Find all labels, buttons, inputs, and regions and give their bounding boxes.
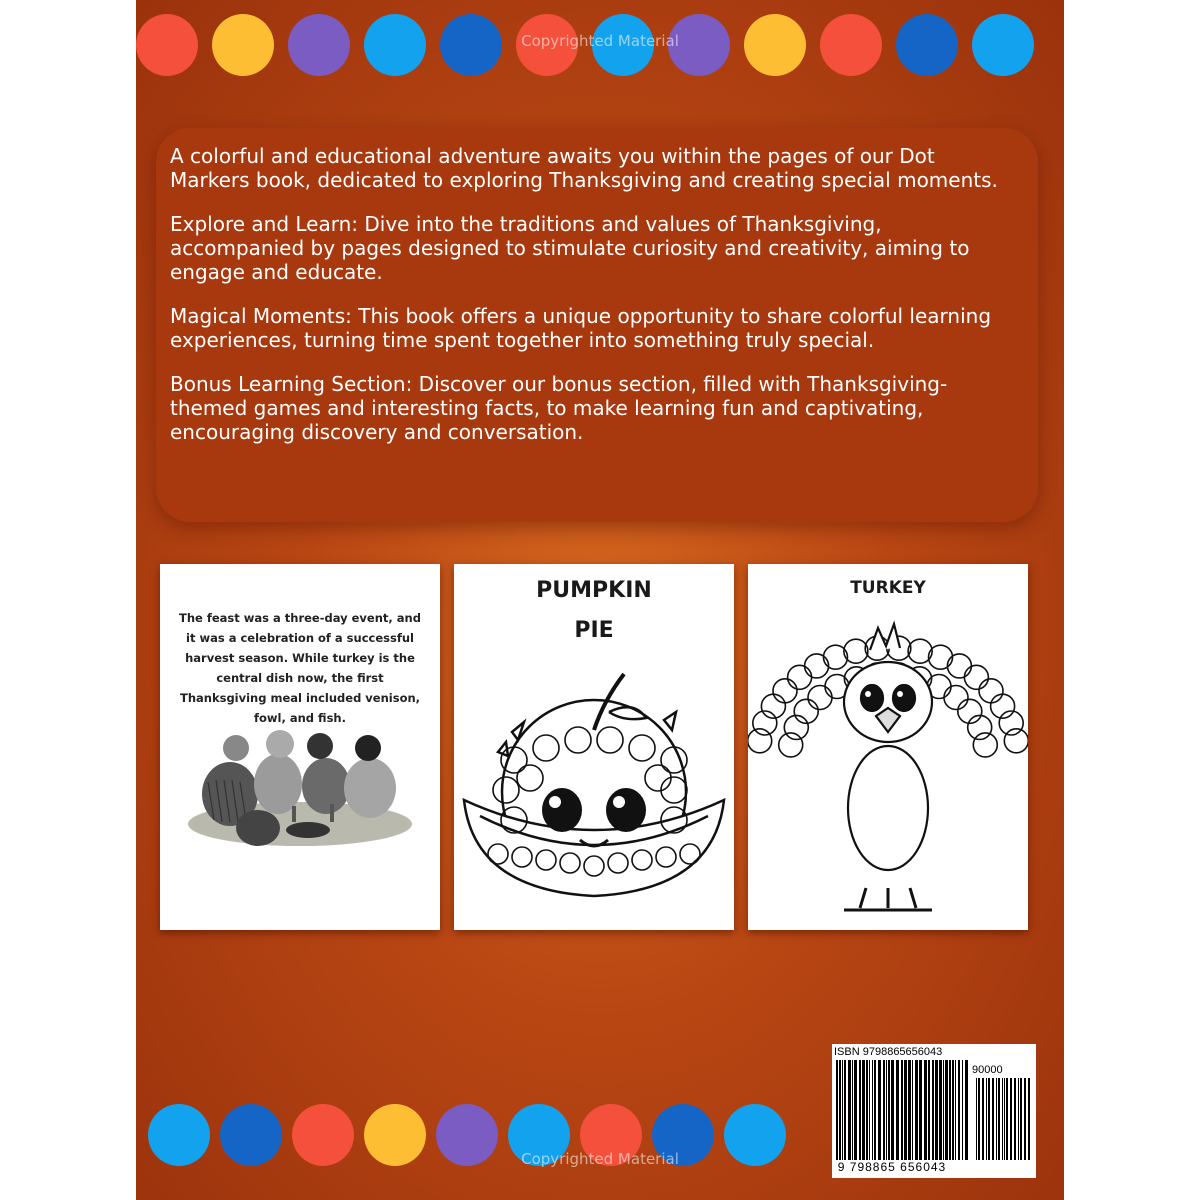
price-code: 90000 (972, 1064, 1003, 1076)
description-intro: A colorful and educational adventure awaits you within the pages of our Dot Markers book, dedicated to exploring Thanksgiving and creating special moments. (170, 144, 998, 192)
description-bonus: Bonus Learning Section: Discover our bonus section, filled with Thanksgiving-themed games and interesting facts, to make learning fun and captivating, encouraging discovery and conversation. (170, 372, 948, 444)
description-panel (156, 128, 1038, 522)
pie-title-line2: PIE (574, 618, 614, 643)
pie-title-line1: PUMPKIN (536, 578, 652, 603)
sample-page-turkey (748, 564, 1028, 930)
family-feast-illustration (180, 724, 420, 854)
description-explore: Explore and Learn: Dive into the traditions and values of Thanksgiving, accompanied by pages designed to stimulate curiosity and creativity, aiming to engage and educate. (170, 212, 970, 284)
turkey-title: TURKEY (850, 578, 926, 598)
pumpkin-pie-drawing (454, 660, 734, 930)
turkey-drawing (748, 608, 1028, 930)
isbn-barcode (832, 1044, 1036, 1178)
barcode-digits: 9 798865 656043 (837, 1160, 947, 1174)
watermark-top: Copyrighted Material (521, 32, 679, 50)
sample-page-pumpkin-pie (454, 564, 734, 930)
book-back-cover (136, 0, 1064, 1200)
fact-text: The feast was a three-day event, and it was a celebration of a successful harvest season. While turkey is the central dish now, the first Thanksgiving meal included venison, fowl, and fish. (179, 611, 421, 725)
isbn-label: ISBN 9798865656043 (834, 1046, 943, 1058)
description-magical: Magical Moments: This book offers a unique opportunity to share colorful learning experiences, turning time spent together into something truly special. (170, 304, 992, 352)
sample-page-fact (160, 564, 440, 930)
barcode-bars (836, 1060, 1032, 1160)
watermark-bottom: Copyrighted Material (521, 1150, 679, 1168)
